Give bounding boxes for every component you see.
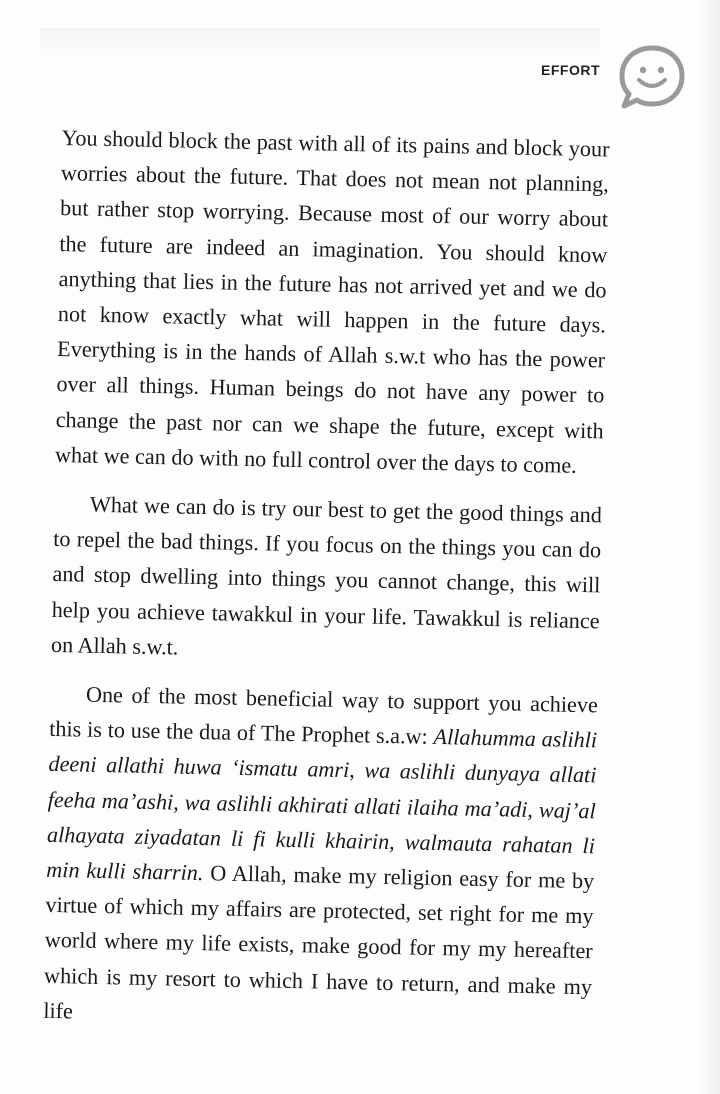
page-edge-shadow	[696, 0, 720, 1094]
smiley-speech-bubble-icon	[612, 40, 692, 114]
body-text	[43, 120, 610, 1039]
paragraph-1: You should block the past with all of its pains and block your worries about the future. That does not mean not planning, but rather stop worrying. Because most of our worry about the future are indeed an imagination. You should know anything that lies in the future has not arrived yet and we do not know exactly what will happen in the future days. Everything is in the hands of Allah s.w.t who has the power over all things. Human beings do not have any power to change the past nor can we shape the future, except with what we can do with no full control over the days to come.	[54, 124, 610, 478]
dua-transliteration: Allahumma aslihli deeni allathi huwa ‘ismatu amri, wa aslihli dunyaya allati feeha ma’ashi, wa aslihli akhirati allati ilaiha ma’adi, waj’al alhayata ziyadatan li fi kulli khairin, walmauta rahatan li min kulli sharrin.	[46, 724, 598, 886]
dua-translation: O Allah, make my religion easy for me by virtue of which my affairs are protected, set right for me my world where my life exists, make good for my my hereafter which is my resort to which I have to return, and make my life	[43, 860, 595, 1024]
section-title: EFFORT	[541, 62, 600, 78]
bleed-through-shadow	[40, 28, 600, 58]
paragraph-2: What we can do is try our best to get the good things and to repel the bad things. If you focus on the things you can do and stop dwelling into things you cannot change, this will help you achieve tawakkul in your life. Tawakkul is reliance on Allah s.w.t.	[50, 491, 603, 660]
dua-intro: One of the most beneficial way to support you achieve this is to use the dua of The Prophet s.a.w:	[48, 681, 599, 750]
paragraph-3	[43, 676, 598, 1039]
